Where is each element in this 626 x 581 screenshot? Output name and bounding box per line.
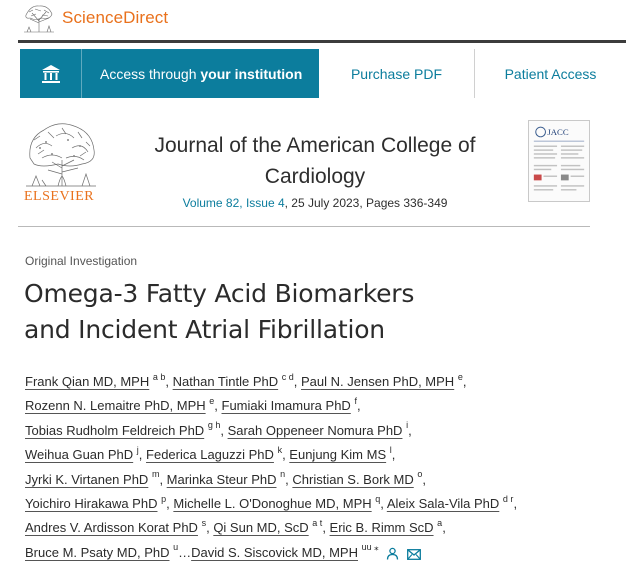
more-authors-ellipsis[interactable]: …	[178, 544, 192, 560]
author-affiliation: i	[406, 420, 409, 431]
access-prefix-text: Access through	[100, 65, 201, 82]
author-name[interactable]: Federica Laguzzi PhD	[146, 447, 274, 463]
issue-date-pages: , 25 July 2023, Pages 336-349	[284, 196, 448, 210]
author-name[interactable]: Frank Qian MD, MPH	[25, 374, 150, 389]
author-link[interactable]	[222, 398, 357, 413]
author-link[interactable]	[25, 469, 160, 487]
author-link[interactable]	[166, 469, 286, 487]
author-name[interactable]: Paul N. Jensen PhD, MPH	[301, 374, 455, 389]
author-affiliation: e	[209, 396, 215, 407]
author-name[interactable]: Yoichiro Hirakawa PhD	[25, 495, 158, 511]
author-affiliation: u	[173, 542, 179, 553]
cover-jacc-label: JACC	[547, 126, 569, 137]
author-affiliation: k	[277, 444, 283, 455]
institution-icon-box	[20, 49, 82, 98]
journal-title-link[interactable]: Journal of the American College of Cardiology	[154, 134, 476, 188]
author-name[interactable]: Michelle L. O'Donoghue MD, MPH	[173, 495, 372, 511]
author-name[interactable]: Fumiaki Imamura PhD	[221, 398, 351, 414]
author-name[interactable]: Weihua Guan PhD	[25, 447, 134, 463]
author-affiliation: q	[375, 493, 381, 504]
article-title	[24, 276, 604, 348]
elsevier-tree-icon[interactable]	[22, 3, 56, 33]
author-affiliation: e	[457, 371, 463, 382]
author-name[interactable]: Tobias Rudholm Feldreich PhD	[25, 422, 205, 438]
author-affiliation: m	[151, 469, 160, 480]
institution-icon	[40, 63, 62, 85]
author-affiliation: p	[161, 493, 167, 504]
author-name[interactable]: Nathan Tintle PhD	[172, 374, 279, 389]
author-affiliation: l	[389, 444, 392, 455]
person-icon[interactable]	[386, 547, 399, 560]
author-name[interactable]: Bruce M. Psaty MD, PhD	[25, 544, 170, 560]
author-affiliation: o	[417, 469, 423, 480]
author-name[interactable]: Marinka Steur PhD	[166, 471, 277, 487]
author-line: Frank Qian MD, MPH $^{a b}$, Nathan Tintle PhD $^{c d}$, Paul N. Jensen PhD, MPH $^e$,	[25, 371, 467, 389]
elsevier-tree-logo[interactable]	[22, 118, 100, 188]
author-line: Yoichiro Hirakawa PhD $^p$, Michelle L. O'Donoghue MD, MPH $^q$, Aleix Sala-Vila PhD $^{d r}$,	[25, 493, 518, 511]
author-link[interactable]	[25, 542, 179, 560]
author-affiliation: g h	[207, 420, 221, 431]
author-line: Jyrki K. Virtanen PhD $^m$, Marinka Steur PhD $^n$, Christian S. Bork MD $^o$,	[25, 469, 427, 487]
author-link[interactable]	[25, 520, 206, 535]
author-affiliation: d r	[502, 493, 514, 504]
author-line: Rozenn N. Lemaitre PhD, MPH $^e$, Fumiaki Imamura PhD $^f$,	[25, 396, 361, 414]
author-line: Andres V. Ardisson Korat PhD $^s$, Qi Sun MD, ScD $^{a t}$, Eric B. Rimm ScD $^a$,	[25, 518, 446, 536]
author-link[interactable]	[25, 398, 214, 413]
author-link[interactable]	[330, 520, 443, 535]
author-link[interactable]	[289, 444, 392, 463]
author-link[interactable]	[172, 371, 294, 389]
author-affiliation: a b	[152, 371, 166, 382]
journal-cover-thumbnail[interactable]	[528, 120, 590, 202]
sciencedirect-logo-text[interactable]: ScienceDirect	[62, 8, 169, 27]
envelope-icon[interactable]	[407, 549, 421, 560]
journal-header-divider	[18, 226, 590, 227]
article-title-line-1: Omega-3 Fatty Acid Biomarkers	[24, 279, 415, 308]
author-link[interactable]	[25, 444, 139, 463]
author-name[interactable]: Eric B. Rimm ScD	[329, 520, 434, 536]
author-name[interactable]: David S. Siscovick MD, MPH	[191, 544, 358, 560]
patient-access-link[interactable]: Patient Access	[504, 65, 597, 82]
author-list	[25, 370, 615, 565]
author-line: Tobias Rudholm Feldreich PhD $^{g h}$, Sarah Oppeneer Nomura PhD $^i$,	[25, 420, 412, 438]
author-affiliation: a t	[312, 518, 323, 529]
author-link[interactable]	[213, 520, 322, 535]
author-affiliation: a	[437, 518, 443, 529]
author-link[interactable]	[25, 493, 167, 511]
author-link[interactable]	[173, 493, 381, 511]
author-link[interactable]	[191, 542, 379, 560]
author-line	[25, 541, 615, 565]
author-affiliation: f	[354, 396, 357, 407]
author-name[interactable]: Eunjung Kim MS	[289, 447, 387, 463]
author-link[interactable]	[227, 420, 409, 438]
journal-issue-info	[140, 196, 490, 210]
author-link[interactable]	[146, 444, 283, 463]
volume-issue-link[interactable]: Volume 82, Issue 4	[182, 196, 285, 210]
author-link[interactable]	[25, 371, 166, 389]
header-divider	[18, 40, 626, 43]
author-name[interactable]: Qi Sun MD, ScD	[213, 520, 309, 536]
author-name[interactable]: Christian S. Bork MD	[292, 471, 414, 487]
article-title-line-2: and Incident Atrial Fibrillation	[24, 315, 385, 344]
access-institution-label	[82, 66, 302, 82]
purchase-pdf-link[interactable]: Purchase PDF	[350, 65, 443, 82]
header-bar	[0, 0, 626, 40]
author-link[interactable]	[292, 469, 423, 487]
author-affiliation: n	[280, 469, 286, 480]
author-link[interactable]	[386, 493, 514, 511]
author-name[interactable]: Rozenn N. Lemaitre PhD, MPH	[25, 398, 206, 414]
author-affiliation: j	[136, 444, 139, 455]
author-name[interactable]: Aleix Sala-Vila PhD	[386, 495, 500, 511]
author-link[interactable]	[301, 371, 463, 389]
author-name[interactable]: Andres V. Ardisson Korat PhD	[25, 520, 198, 536]
author-name[interactable]: Sarah Oppeneer Nomura PhD	[227, 422, 403, 438]
author-line: Weihua Guan PhD $^j$, Federica Laguzzi PhD $^k$, Eunjung Kim MS $^l$,	[25, 444, 396, 463]
author-affiliation: uu ⁎	[361, 542, 379, 553]
author-affiliation: s	[201, 518, 207, 529]
author-affiliation: c d	[281, 371, 294, 382]
access-institution-button[interactable]	[20, 49, 319, 98]
article-type-label: Original Investigation	[25, 254, 138, 268]
access-bold-text: your institution	[200, 65, 303, 82]
author-name[interactable]: Jyrki K. Virtanen PhD	[25, 471, 149, 487]
elsevier-wordmark: ELSEVIER	[24, 189, 95, 204]
